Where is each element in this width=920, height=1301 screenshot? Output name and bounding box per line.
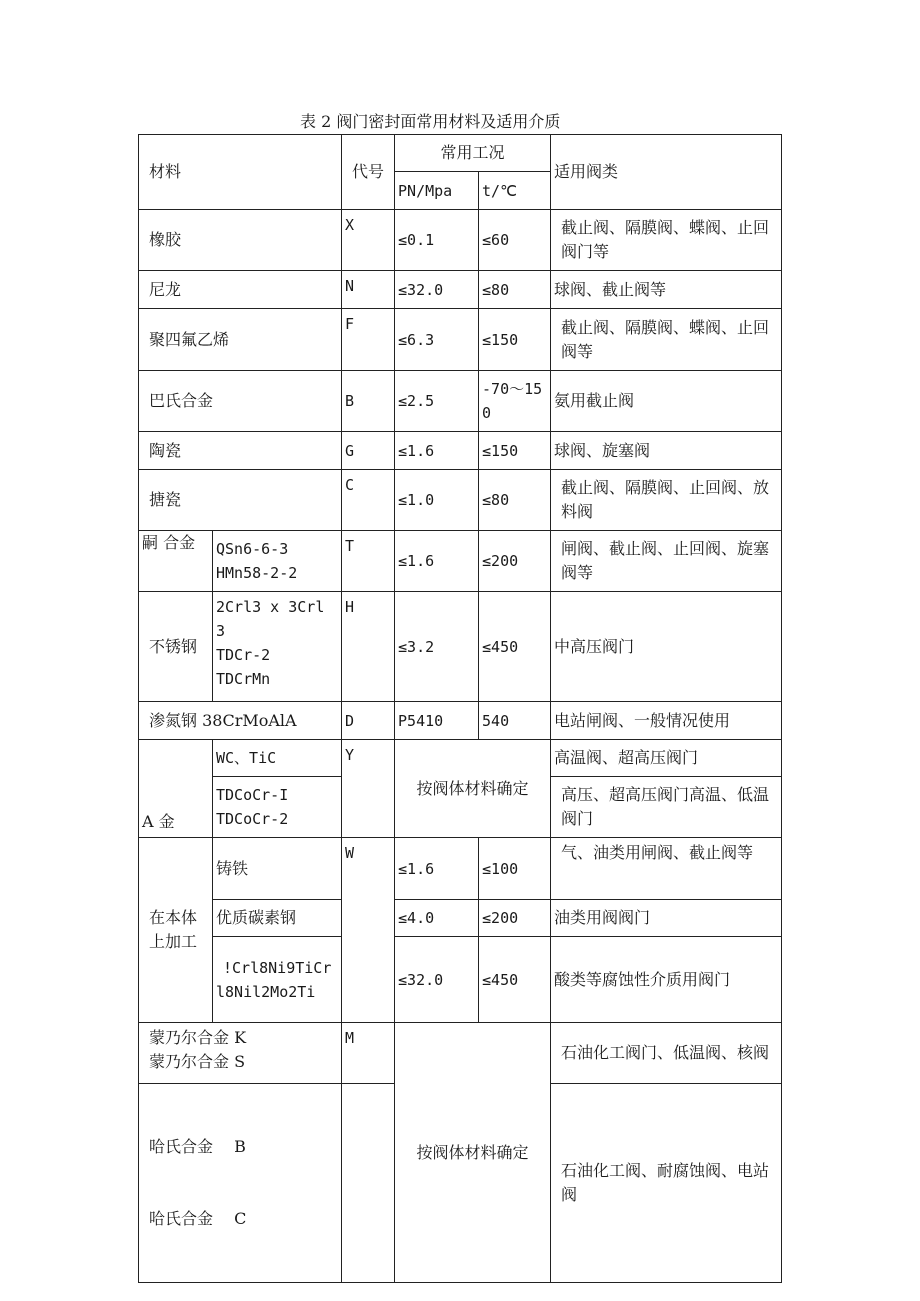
table-caption: 表 2 阀门密封面常用材料及适用介质 bbox=[300, 112, 561, 131]
group-label-cell: A 金 bbox=[139, 740, 213, 838]
valves-cell: 球阀、截止阀等 bbox=[551, 271, 782, 309]
sub-material-line: TDCr-2 bbox=[216, 646, 271, 664]
code-cell: H bbox=[342, 592, 395, 702]
table-row bbox=[139, 531, 782, 592]
table-row bbox=[139, 937, 782, 1023]
sub-material-line: TDCoCr-2 bbox=[216, 810, 289, 828]
header-row bbox=[139, 135, 782, 172]
material-line: 哈氏合金 B bbox=[149, 1137, 246, 1156]
code-cell: B bbox=[342, 371, 395, 432]
pn-cell: ≤0.1 bbox=[395, 210, 479, 271]
header-temp: t/℃ bbox=[479, 172, 551, 210]
table-row bbox=[139, 1023, 782, 1084]
material-line: 哈氏合金 C bbox=[149, 1209, 247, 1228]
sub-material-cell: WC、TiC bbox=[213, 740, 342, 777]
sub-material-cell bbox=[213, 592, 342, 702]
condition-note-cell: 按阀体材料确定 bbox=[395, 740, 551, 838]
valves-cell: 闸阀、截止阀、止回阀、旋塞阀等 bbox=[551, 531, 782, 592]
table-row bbox=[139, 432, 782, 470]
sub-material-cell bbox=[213, 937, 342, 1023]
material-line: 蒙乃尔合金 S bbox=[149, 1052, 246, 1071]
valves-cell: 截止阀、隔膜阀、蝶阀、止回阀等 bbox=[551, 309, 782, 371]
table-row bbox=[139, 592, 782, 702]
sub-material-cell bbox=[213, 777, 342, 838]
group-label-cell: 不锈钢 bbox=[139, 592, 213, 702]
valves-cell: 油类用阀阀门 bbox=[551, 900, 782, 937]
pn-cell: ≤3.2 bbox=[395, 592, 479, 702]
temp-cell: ≤150 bbox=[479, 309, 551, 371]
code-cell: C bbox=[342, 470, 395, 531]
temp-cell: ≤60 bbox=[479, 210, 551, 271]
header-material: 材料 bbox=[139, 135, 342, 210]
valves-cell: 高压、超高压阀门高温、低温阀门 bbox=[551, 777, 782, 838]
code-cell: W bbox=[342, 838, 395, 1023]
sub-material-line: 2Crl3 x 3Crl 3 bbox=[216, 598, 325, 640]
temp-cell: ≤80 bbox=[479, 470, 551, 531]
table-row bbox=[139, 838, 782, 900]
valves-cell: 酸类等腐蚀性介质用阀门 bbox=[551, 937, 782, 1023]
temp-cell: ≤150 bbox=[479, 432, 551, 470]
material-cell: 搪瓷 bbox=[139, 470, 342, 531]
table-row bbox=[139, 271, 782, 309]
code-cell: F bbox=[342, 309, 395, 371]
material-line: 蒙乃尔合金 K bbox=[149, 1028, 247, 1047]
valves-cell: 石油化工阀门、低温阀、核阀 bbox=[551, 1023, 782, 1084]
material-cell bbox=[139, 1023, 342, 1084]
code-cell-empty bbox=[342, 1084, 395, 1283]
temp-cell: 540 bbox=[479, 702, 551, 740]
code-cell: M bbox=[342, 1023, 395, 1084]
code-cell: N bbox=[342, 271, 395, 309]
table-row bbox=[139, 371, 782, 432]
temp-cell: ≤450 bbox=[479, 937, 551, 1023]
table-row bbox=[139, 900, 782, 937]
table-row bbox=[139, 309, 782, 371]
valves-cell: 气、油类用闸阀、截止阀等 bbox=[551, 838, 782, 900]
header-pn: PN/Mpa bbox=[395, 172, 479, 210]
header-conditions: 常用工况 bbox=[395, 135, 551, 172]
sub-material-line: HMn58-2-2 bbox=[216, 564, 298, 582]
table-row bbox=[139, 740, 782, 777]
material-cell: 橡胶 bbox=[139, 210, 342, 271]
valves-cell: 高温阀、超高压阀门 bbox=[551, 740, 782, 777]
pn-cell: ≤32.0 bbox=[395, 271, 479, 309]
pn-cell: ≤2.5 bbox=[395, 371, 479, 432]
valves-cell: 截止阀、隔膜阀、蝶阀、止回阀门等 bbox=[551, 210, 782, 271]
temp-cell: -70～150 bbox=[479, 371, 551, 432]
table-row bbox=[139, 702, 782, 740]
header-code: 代号 bbox=[342, 135, 395, 210]
table-row bbox=[139, 470, 782, 531]
valves-cell: 截止阀、隔膜阀、止回阀、放料阀 bbox=[551, 470, 782, 531]
temp-cell: ≤200 bbox=[479, 900, 551, 937]
valves-cell: 球阀、旋塞阀 bbox=[551, 432, 782, 470]
table-row bbox=[139, 210, 782, 271]
valves-cell: 电站闸阀、一般情况使用 bbox=[551, 702, 782, 740]
condition-note-cell: 按阀体材料确定 bbox=[395, 1023, 551, 1283]
pn-cell: ≤6.3 bbox=[395, 309, 479, 371]
code-cell: G bbox=[342, 432, 395, 470]
pn-cell: P5410 bbox=[395, 702, 479, 740]
material-cell: 巴氏合金 bbox=[139, 371, 342, 432]
code-cell: D bbox=[342, 702, 395, 740]
code-cell: T bbox=[342, 531, 395, 592]
sub-material-line: l8Nil2Mo2Ti bbox=[216, 982, 316, 1001]
material-cell: 尼龙 bbox=[139, 271, 342, 309]
material-cell: 聚四氟乙烯 bbox=[139, 309, 342, 371]
sub-material-cell: 优质碳素钢 bbox=[213, 900, 342, 937]
temp-cell: ≤100 bbox=[479, 838, 551, 900]
valves-cell: 中高压阀门 bbox=[551, 592, 782, 702]
code-cell: X bbox=[342, 210, 395, 271]
group-label-cell: 在本体上加工 bbox=[139, 838, 213, 1023]
sub-material-line: QSn6-6-3 bbox=[216, 540, 289, 558]
pn-cell: ≤1.6 bbox=[395, 531, 479, 592]
valves-cell: 氨用截止阀 bbox=[551, 371, 782, 432]
pn-cell: ≤32.0 bbox=[395, 937, 479, 1023]
temp-cell: ≤450 bbox=[479, 592, 551, 702]
material-cell: 渗氮钢 38CrMoAlA bbox=[139, 702, 342, 740]
sub-material-line: !Crl8Ni9TiCr bbox=[223, 958, 332, 977]
material-cell bbox=[139, 1084, 342, 1283]
sub-material-line: TDCoCr-I bbox=[216, 786, 289, 804]
header-valves: 适用阀类 bbox=[551, 135, 782, 210]
code-cell: Y bbox=[342, 740, 395, 838]
group-label-cell: 嗣 合金 bbox=[139, 531, 213, 592]
sub-material-line: TDCrMn bbox=[216, 670, 271, 688]
pn-cell: ≤1.0 bbox=[395, 470, 479, 531]
temp-cell: ≤80 bbox=[479, 271, 551, 309]
pn-cell: ≤1.6 bbox=[395, 838, 479, 900]
sub-material-cell bbox=[213, 531, 342, 592]
material-cell: 陶瓷 bbox=[139, 432, 342, 470]
pn-cell: ≤1.6 bbox=[395, 432, 479, 470]
valves-cell: 石油化工阀、耐腐蚀阀、电站阀 bbox=[551, 1084, 782, 1283]
sub-material-cell: 铸铁 bbox=[213, 838, 342, 900]
pn-cell: ≤4.0 bbox=[395, 900, 479, 937]
temp-cell: ≤200 bbox=[479, 531, 551, 592]
sealing-material-table bbox=[138, 134, 782, 1283]
